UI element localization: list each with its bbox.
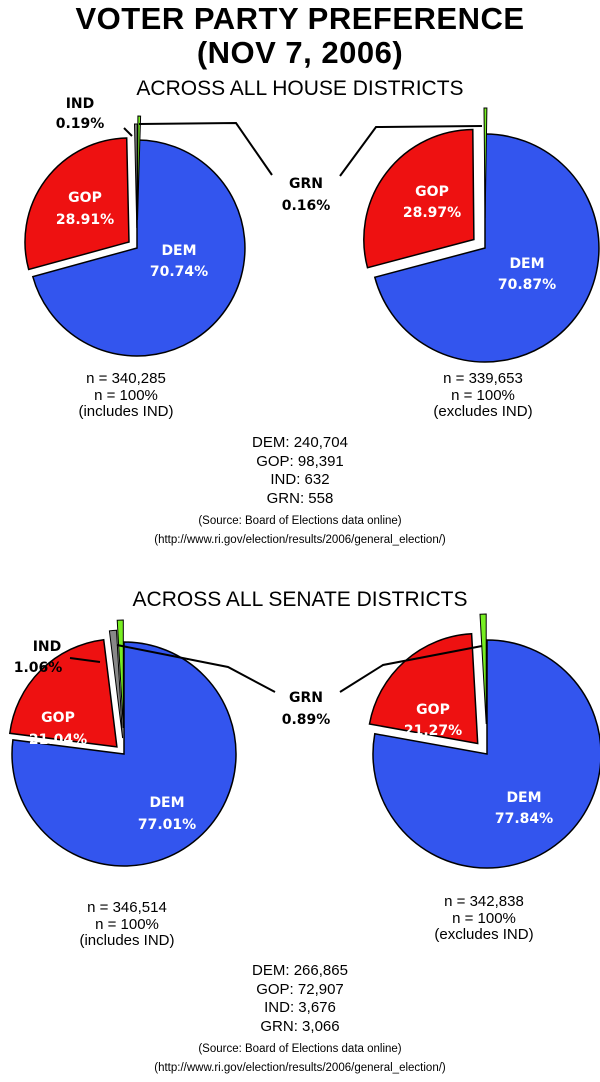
house-ind-leader-line bbox=[124, 128, 132, 136]
house-grn-label: GRN bbox=[289, 176, 323, 192]
house-excl-n bbox=[383, 371, 583, 421]
house-source-line: (Source: Board of Elections data online) bbox=[198, 515, 402, 527]
senate-incl-dem-label: DEM bbox=[149, 795, 185, 811]
house-incl-ind-slice bbox=[135, 124, 138, 228]
senate-excl-gop-label: GOP bbox=[416, 702, 450, 718]
title-line-1: VOTER PARTY PREFERENCE bbox=[75, 1, 525, 36]
senate-excl-n-line: (excludes IND) bbox=[434, 926, 534, 943]
title-line-2: (NOV 7, 2006) bbox=[196, 35, 404, 70]
house-incl-dem-value: 70.74% bbox=[149, 264, 209, 280]
house-incl-n-line: n = 340,285 bbox=[86, 370, 166, 387]
senate-excl-grn-slice bbox=[480, 614, 486, 724]
senate-incl-dem-value: 77.01% bbox=[137, 817, 197, 833]
senate-incl-gop-value: 21.04% bbox=[28, 732, 88, 748]
senate-grn-value: 0.89% bbox=[281, 712, 331, 728]
senate-excl-gop-value: 21.27% bbox=[403, 723, 463, 739]
house-total-line: IND: 632 bbox=[270, 471, 330, 488]
house-incl-n-line: n = 100% bbox=[94, 386, 158, 404]
senate-excl-dem-value: 77.84% bbox=[494, 811, 554, 827]
house-totals bbox=[0, 434, 600, 508]
house-incl-gop-value: 28.91% bbox=[55, 212, 115, 228]
house-grn-value: 0.16% bbox=[281, 198, 331, 214]
senate-incl-ind-value: 1.06% bbox=[13, 660, 63, 676]
senate-incl-n-line: n = 100% bbox=[95, 915, 159, 933]
house-excl-n-line: (excludes IND) bbox=[433, 403, 533, 420]
senate-source-line: (http://www.ri.gov/election/results/2006/general_election/) bbox=[154, 1062, 446, 1074]
senate-excl-n-line: n = 342,838 bbox=[444, 893, 524, 910]
senate-incl-n-line: (includes IND) bbox=[79, 932, 175, 949]
house-incl-dem-label: DEM bbox=[161, 243, 197, 259]
senate-totals bbox=[0, 962, 600, 1036]
house-incl-ind-value: 0.19% bbox=[55, 116, 105, 132]
senate-source bbox=[0, 1040, 600, 1078]
senate-incl-n-line: n = 346,514 bbox=[87, 899, 167, 916]
house-incl-n bbox=[26, 371, 226, 421]
house-incl-gop-label: GOP bbox=[68, 190, 102, 206]
house-incl-ind-label: IND bbox=[65, 96, 95, 112]
senate-section-title: ACROSS ALL SENATE DISTRICTS bbox=[132, 588, 468, 611]
senate-excl-dem-label: DEM bbox=[506, 790, 542, 806]
house-incl-n-line: (includes IND) bbox=[78, 403, 174, 420]
house-excl-dem-value: 70.87% bbox=[497, 277, 557, 293]
house-total-line: DEM: 240,704 bbox=[252, 434, 348, 451]
house-excl-gop-label: GOP bbox=[415, 184, 449, 200]
senate-incl-ind-label: IND bbox=[32, 639, 62, 655]
house-excl-n-line: n = 339,653 bbox=[443, 370, 523, 387]
senate-total-line: IND: 3,676 bbox=[264, 999, 336, 1016]
senate-incl-gop-label: GOP bbox=[41, 710, 75, 726]
house-source bbox=[0, 512, 600, 550]
senate-source-line: (Source: Board of Elections data online) bbox=[198, 1043, 402, 1055]
house-excl-n-line: n = 100% bbox=[451, 386, 515, 404]
senate-pie-charts bbox=[0, 600, 600, 900]
senate-excl-n bbox=[384, 894, 584, 944]
house-pie-charts bbox=[0, 96, 600, 390]
house-source-line: (http://www.ri.gov/election/results/2006/general_election/) bbox=[154, 534, 446, 546]
senate-incl-n bbox=[27, 900, 227, 950]
house-excl-dem-label: DEM bbox=[509, 256, 545, 272]
house-section-title: ACROSS ALL HOUSE DISTRICTS bbox=[136, 77, 464, 100]
senate-total-line: GOP: 72,907 bbox=[256, 980, 344, 998]
senate-total-line: DEM: 266,865 bbox=[252, 962, 348, 979]
senate-grn-label: GRN bbox=[289, 690, 323, 706]
house-total-line: GRN: 558 bbox=[266, 489, 334, 507]
senate-total-line: GRN: 3,066 bbox=[260, 1017, 340, 1035]
house-total-line: GOP: 98,391 bbox=[256, 452, 344, 470]
house-excl-gop-value: 28.97% bbox=[402, 205, 462, 221]
senate-incl-gop-slice bbox=[10, 640, 117, 747]
senate-excl-n-line: n = 100% bbox=[452, 909, 516, 927]
